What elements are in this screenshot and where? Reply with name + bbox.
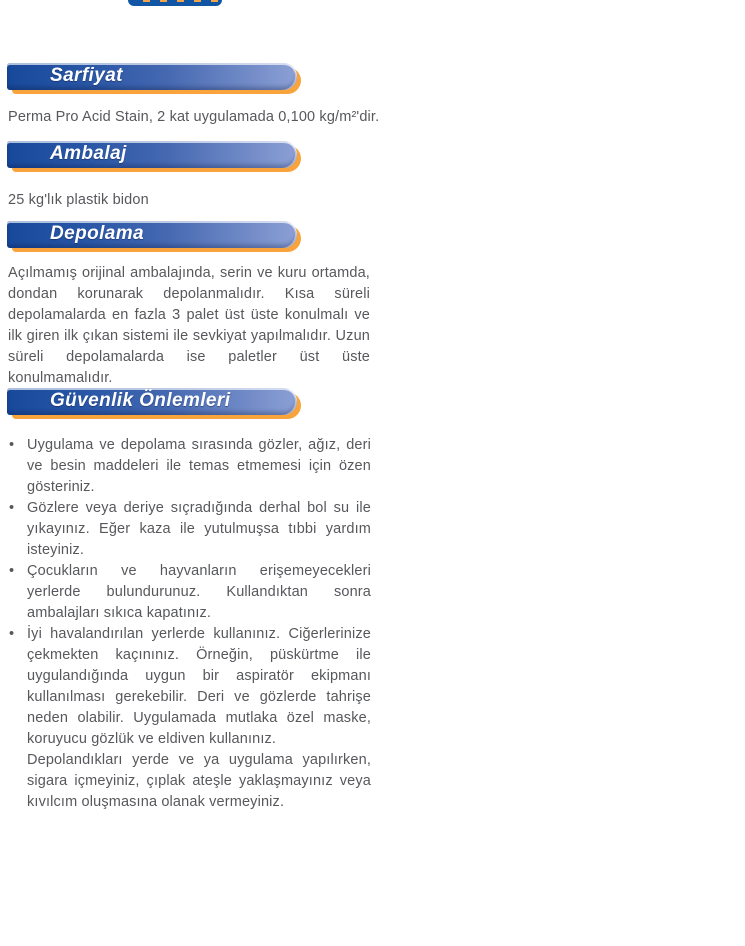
- banner-face: [7, 388, 297, 415]
- logo-dash-icon: [211, 0, 218, 2]
- banner-ambalaj: [7, 141, 297, 168]
- safety-text-block: [8, 435, 371, 813]
- banner-depolama: [7, 221, 297, 248]
- section-title-guvenlik-onlemleri: Güvenlik Önlemleri: [50, 390, 231, 411]
- safety-bullet-list: [8, 435, 371, 750]
- section-title-depolama: Depolama: [50, 223, 145, 244]
- banner-guvenlik-onlemleri: [7, 388, 297, 415]
- logo-dash-icon: [160, 0, 167, 2]
- logo-dash-icon: [177, 0, 184, 2]
- sarfiyat-text: Perma Pro Acid Stain, 2 kat uygulamada 0,100 kg/m²'dir.: [8, 109, 380, 125]
- logo-bottom-fragment-icon: [128, 0, 222, 6]
- bullet-item: • Uygulama ve depolama sırasında gözler, ağız, deri ve besin maddeleri ile temas etmemesi için özen gösteriniz.: [8, 435, 371, 498]
- logo-dash-icon: [194, 0, 201, 2]
- banner-face: [7, 141, 297, 168]
- banner-sarfiyat: [7, 63, 297, 90]
- bullet-item: • Gözlere veya deriye sıçradığında derhal bol su ile yıkayınız. Eğer kaza ile yutulmuşsa tıbbi yardım isteyiniz.: [8, 498, 371, 561]
- ambalaj-text: 25 kg'lık plastik bidon: [8, 192, 149, 208]
- banner-face: [7, 63, 297, 90]
- banner-face: [7, 221, 297, 248]
- bullet-item: • İyi havalandırılan yerlerde kullanınız. Ciğerlerinize çekmekten kaçınınız. Örneğin, püskürtme ile uygulandığında uygun bir aspiratör ekipmanı kullanılması gerekebilir. Deri ve gözlerde tahrişe neden olabilir. Uygulamada mutlaka özel maske, koruyucu gözlük ve eldiven kullanınız.: [8, 624, 371, 750]
- section-title-ambalaj: Ambalaj: [50, 143, 127, 164]
- safety-footer-text: Depolandıkları yerde ve ya uygulama yapılırken, sigara içmeyiniz, çıplak ateşle yaklaşmayınız veya kıvılcım oluşmasına olanak vermeyiniz.: [27, 752, 371, 810]
- section-title-sarfiyat: Sarfiyat: [50, 65, 123, 86]
- bullet-item: • Çocukların ve hayvanların erişemeyecekleri yerlerde bulundurunuz. Kullandıktan sonra ambalajları sıkıca kapatınız.: [8, 561, 371, 624]
- logo-dash-icon: [143, 0, 150, 2]
- depolama-text: Açılmamış orijinal ambalajında, serin ve kuru ortamda, dondan korunarak depolanmalıdır. Kısa süreli depolamalarda en fazla 3 palet üst üste konulmalı ve ilk giren ilk çıkan sistemi ile sevkiyat yapılmalıdır. Uzun süreli depolamalarda ise paletler üst üste konulmamalıdır.: [8, 265, 370, 386]
